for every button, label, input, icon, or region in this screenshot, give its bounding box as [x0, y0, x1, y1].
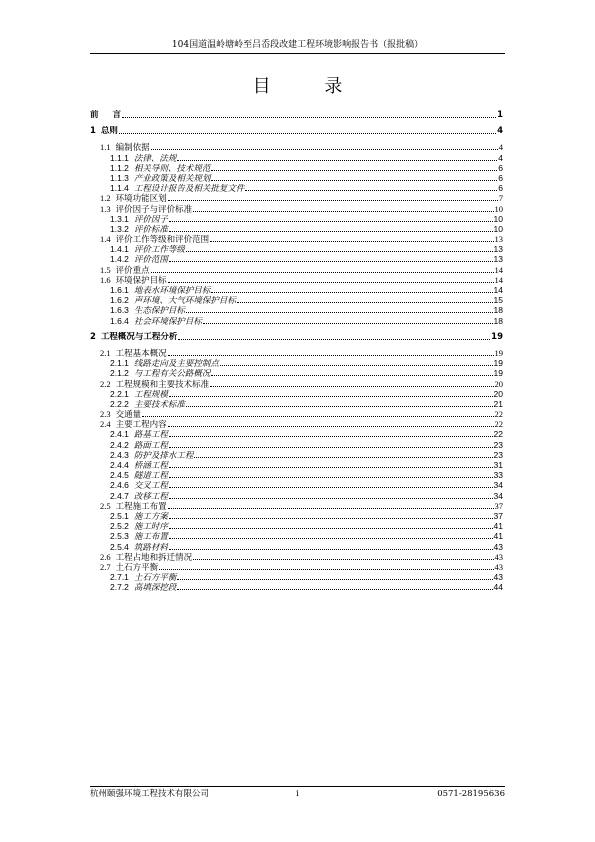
toc-entry[interactable]: [90, 173, 503, 183]
toc-entry[interactable]: [90, 110, 503, 120]
toc-entry[interactable]: [90, 153, 503, 163]
toc-dot-leader: [210, 234, 493, 242]
toc-entry-number: 2: [90, 331, 96, 342]
toc-dot-leader: [169, 521, 493, 529]
toc-entry-title: 评价重点: [115, 264, 150, 275]
toc-entry[interactable]: [90, 348, 503, 358]
toc-entry-number: 1.1: [100, 142, 111, 153]
toc-entry-page: 41: [493, 531, 503, 542]
toc-entry-title: 产业政策及相关规划: [133, 172, 211, 183]
toc-entry[interactable]: [90, 126, 503, 136]
toc-entry-number: 1.2: [100, 193, 111, 204]
toc-entry-page: 18: [493, 305, 503, 316]
toc-entry-number: 2.4.4: [110, 460, 129, 470]
toc-entry-title: 交通量: [115, 409, 142, 420]
toc-dot-leader: [169, 480, 493, 488]
toc-entry-number: 2.4.6: [110, 480, 129, 491]
toc-entry[interactable]: [90, 542, 503, 552]
toc-entry-title: 高填深挖段: [133, 582, 177, 593]
toc-dot-leader: [169, 429, 493, 437]
toc-entry[interactable]: [90, 358, 503, 368]
toc-entry-title: 总则: [100, 126, 118, 137]
toc-entry[interactable]: [90, 295, 503, 305]
toc-entry-number: 1.3.1: [110, 213, 129, 224]
toc-entry[interactable]: [90, 429, 503, 439]
toc-dot-leader: [151, 265, 494, 273]
toc-entry[interactable]: [90, 332, 503, 342]
toc-dot-leader: [169, 460, 493, 468]
toc-entry-page: 41: [493, 521, 503, 532]
toc-dot-leader: [122, 110, 496, 118]
footer-phone: 0571-28195636: [437, 789, 505, 799]
toc-entry-title: 防护及排水工程: [133, 449, 194, 460]
toc-entry-title: 工程规模和主要技术标准: [115, 378, 210, 389]
toc-entry-title: 线路走向及主要控制点: [133, 358, 219, 369]
toc-entry-page: 6: [498, 162, 503, 173]
toc-entry[interactable]: [90, 254, 503, 264]
toc-entry-page: 6: [498, 183, 503, 194]
toc-dot-leader: [142, 409, 493, 417]
toc-entry-page: 4: [498, 152, 503, 163]
toc-entry[interactable]: [90, 491, 503, 501]
toc-entry-page: 22: [494, 409, 503, 420]
toc-dot-leader: [169, 389, 493, 397]
page-title: 目 录: [252, 76, 367, 97]
toc-entry-page: 33: [493, 470, 503, 481]
toc-dot-leader: [169, 470, 493, 478]
toc-entry-page: 43: [494, 561, 503, 572]
toc-entry-number: 2.1.1: [110, 358, 129, 369]
toc-entry-page: 13: [493, 254, 503, 265]
toc-entry-title: 路面工程: [133, 439, 168, 450]
toc-dot-leader: [168, 348, 494, 356]
toc-dot-leader: [203, 316, 493, 324]
toc-entry-page: 10: [494, 203, 503, 214]
toc-entry-number: 2.1: [100, 347, 111, 358]
toc-entry[interactable]: [90, 214, 503, 224]
toc-entry-number: 2.2.1: [110, 388, 129, 399]
toc-entry[interactable]: [90, 224, 503, 234]
toc-entry-title: 交叉工程: [133, 480, 168, 491]
toc-entry-number: 2.6: [100, 551, 111, 562]
toc-entry-number: 2.2.2: [110, 398, 129, 409]
toc-entry-number: 1.1.1: [110, 152, 129, 163]
toc-entry-page: 19: [494, 347, 503, 358]
toc-entry-title: 生态保护目标: [133, 305, 185, 316]
toc-entry-title: 评价因子与评价标准: [115, 203, 193, 214]
toc-entry-number: 2.3: [100, 409, 111, 420]
toc-entry-title: 隧道工程: [133, 470, 168, 481]
toc-entry-page: 18: [493, 315, 503, 326]
toc-dot-leader: [169, 214, 493, 222]
toc-entry-number: 1.4.2: [110, 254, 129, 265]
toc-entry-number: 2.7.1: [110, 572, 129, 583]
toc-entry[interactable]: [90, 142, 503, 152]
toc-entry-title: 筑路材料: [133, 541, 168, 552]
toc-entry[interactable]: [90, 183, 503, 193]
toc-entry-number: 2.5: [100, 500, 111, 511]
toc-entry-title: 主要技术标准: [133, 398, 185, 409]
toc-entry-title: 工程基本概况: [115, 347, 167, 358]
toc-entry-page: 43: [493, 541, 503, 552]
toc-entry-title: 环境功能区划: [115, 193, 167, 204]
toc-entry[interactable]: [90, 582, 503, 592]
toc-entry-page: 13: [494, 234, 503, 245]
toc-dot-leader: [169, 531, 493, 539]
toc-entry-page: 43: [494, 551, 503, 562]
toc-entry-number: 2.4.3: [110, 449, 129, 460]
toc-dot-leader: [169, 440, 493, 448]
toc-entry-title: 言: [112, 110, 122, 120]
toc-entry-title: 改移工程: [133, 490, 168, 501]
toc-entry-page: 22: [494, 419, 503, 430]
toc-entry[interactable]: [90, 265, 503, 275]
toc-entry-title: 评价工作等级和评价范围: [115, 234, 210, 245]
toc-entry-page: 34: [493, 490, 503, 501]
toc-dot-leader: [159, 562, 493, 570]
toc-dot-leader: [168, 419, 494, 427]
toc-entry[interactable]: [90, 521, 503, 531]
toc-entry-page: 37: [494, 500, 503, 511]
footer-company: 杭州颐强环境工程技术有限公司: [90, 789, 210, 799]
toc-entry-number: 1.4: [100, 234, 111, 245]
toc-dot-leader: [168, 501, 494, 509]
toc-entry-number: 1: [90, 126, 96, 137]
toc-entry[interactable]: [90, 511, 503, 521]
toc-entry-number: 2.5.1: [110, 510, 129, 521]
toc-dot-leader: [210, 379, 493, 387]
toc-dot-leader: [177, 153, 497, 161]
toc-entry-page: 13: [493, 244, 503, 255]
toc-entry[interactable]: [90, 163, 503, 173]
toc-entry-number: 1.3.2: [110, 223, 129, 234]
toc-entry-page: 10: [493, 213, 503, 224]
toc-entry-page: 44: [493, 582, 503, 593]
toc-entry-title: 土石方平衡: [115, 561, 159, 572]
toc-entry-number: 2.5.4: [110, 541, 129, 552]
toc-entry-number: 2.4.5: [110, 470, 129, 481]
toc-entry[interactable]: [90, 501, 503, 511]
toc-entry-title: 施工时序: [133, 521, 168, 532]
toc-entry[interactable]: [90, 316, 503, 326]
toc-entry-title: 工程概况与工程分析: [100, 331, 178, 342]
toc-entry-number: 2.1.2: [110, 368, 129, 379]
running-footer: [90, 786, 505, 800]
toc-entry[interactable]: [90, 480, 503, 490]
toc-entry[interactable]: [90, 305, 503, 315]
toc-entry-title: 编制依据: [115, 142, 150, 153]
toc-entry-number: 1.6: [100, 274, 111, 285]
toc-entry-number: 1.4.1: [110, 244, 129, 255]
toc-dot-leader: [186, 305, 493, 313]
toc-entry-page: 19: [491, 331, 503, 342]
toc-entry[interactable]: [90, 562, 503, 572]
toc-entry-number: 2.2: [100, 378, 111, 389]
toc-entry-page: 4: [497, 126, 503, 137]
toc-entry[interactable]: [90, 409, 503, 419]
toc-entry[interactable]: [90, 440, 503, 450]
toc-entry[interactable]: [90, 552, 503, 562]
toc-entry-title: 与工程有关公路概况: [133, 368, 211, 379]
toc-dot-leader: [169, 511, 493, 519]
toc-entry[interactable]: [90, 285, 503, 295]
toc-dot-leader: [168, 193, 498, 201]
toc-entry-page: 34: [493, 480, 503, 491]
toc-dot-leader: [169, 491, 493, 499]
toc-entry-number: 1.6.4: [110, 315, 129, 326]
toc-entry-title: 环境保护目标: [115, 274, 167, 285]
toc-dot-leader: [177, 582, 492, 590]
toc-entry[interactable]: [90, 234, 503, 244]
toc-entry-page: 19: [493, 368, 503, 379]
toc-dot-leader: [186, 399, 493, 407]
table-of-contents: [90, 110, 503, 592]
toc-dot-leader: [178, 332, 490, 340]
toc-entry-title: 评价范围: [133, 254, 168, 265]
toc-dot-leader: [119, 126, 496, 134]
toc-entry-title: 评价标准: [133, 223, 168, 234]
toc-entry-title: 工程占地和拆迁情况: [115, 551, 193, 562]
toc-entry-page: 15: [493, 295, 503, 306]
toc-entry-number: 2.5.3: [110, 531, 129, 542]
toc-dot-leader: [193, 552, 493, 560]
toc-entry-number: 1.6.2: [110, 295, 129, 306]
toc-entry-number: 1.3: [100, 203, 111, 214]
toc-dot-leader: [211, 285, 492, 293]
toc-entry-title: 相关导则、技术规范: [133, 162, 211, 173]
toc-entry-title: 评价因子: [133, 213, 168, 224]
toc-entry-page: 31: [493, 460, 503, 470]
toc-entry-title: 土石方平衡: [133, 572, 177, 583]
toc-entry-title: 工程规模: [133, 388, 168, 399]
toc-entry-title: 路基工程: [133, 429, 168, 440]
running-header: 104国道温岭塘岭至吕岙段改建工程环境影响报告书（报批稿）: [90, 40, 505, 54]
toc-entry-title: 地表水环境保护目标: [133, 285, 211, 295]
toc-entry[interactable]: [90, 419, 503, 429]
toc-dot-leader: [169, 542, 493, 550]
toc-entry[interactable]: [90, 379, 503, 389]
toc-entry-page: 1: [497, 110, 503, 120]
toc-entry-page: 23: [493, 439, 503, 450]
toc-entry-page: 19: [493, 358, 503, 369]
toc-entry-number: 2.4.2: [110, 439, 129, 450]
toc-entry-page: 43: [493, 572, 503, 583]
toc-entry-number: 1.6.1: [110, 285, 129, 295]
toc-entry-page: 37: [493, 510, 503, 521]
toc-entry-title: 声环境、大气环境保护目标: [133, 295, 236, 306]
toc-entry-number: 1.1.3: [110, 172, 129, 183]
toc-entry-page: 6: [498, 172, 503, 183]
toc-entry-title: 施工方案: [133, 510, 168, 521]
toc-entry-number: 1.1.2: [110, 162, 129, 173]
toc-entry-title: 施工布置: [133, 531, 168, 542]
toc-entry[interactable]: [90, 460, 503, 470]
toc-entry[interactable]: [90, 572, 503, 582]
toc-dot-leader: [237, 295, 493, 303]
toc-entry[interactable]: [90, 204, 503, 214]
toc-dot-leader: [211, 163, 497, 171]
toc-dot-leader: [193, 204, 493, 212]
toc-entry-title: 工程设计报告及相关批复文件: [133, 183, 245, 194]
toc-entry-title: 法律、法规: [133, 152, 177, 163]
toc-dot-leader: [169, 254, 493, 262]
toc-entry-number: 1.1.4: [110, 183, 129, 194]
toc-entry-number: 2.7.2: [110, 582, 129, 593]
toc-dot-leader: [177, 572, 492, 580]
toc-entry[interactable]: [90, 399, 503, 409]
toc-entry-page: 22: [493, 429, 503, 440]
toc-entry-page: 21: [493, 398, 503, 409]
toc-entry[interactable]: [90, 389, 503, 399]
toc-entry-page: 10: [493, 223, 503, 234]
toc-entry-title: 工程施工布置: [115, 500, 167, 511]
toc-dot-leader: [194, 450, 492, 458]
toc-entry-page: 20: [493, 388, 503, 399]
toc-entry[interactable]: [90, 531, 503, 541]
toc-entry[interactable]: [90, 275, 503, 285]
toc-entry[interactable]: [90, 470, 503, 480]
toc-dot-leader: [220, 358, 493, 366]
toc-entry-page: 14: [494, 264, 503, 275]
toc-entry-page: 20: [494, 378, 503, 389]
toc-entry-page: 14: [493, 285, 503, 295]
toc-dot-leader: [168, 275, 494, 283]
toc-entry-number: 2.4: [100, 419, 111, 430]
toc-entry-number: 2.4.1: [110, 429, 129, 440]
toc-entry-number: 2.5.2: [110, 521, 129, 532]
toc-entry-number: 2.4.7: [110, 490, 129, 501]
toc-entry-title: 评价工作等级: [133, 244, 185, 255]
toc-entry-title: 主要工程内容: [115, 419, 167, 430]
toc-entry[interactable]: [90, 368, 503, 378]
toc-entry-title: 社会环境保护目标: [133, 315, 202, 326]
toc-dot-leader: [151, 142, 498, 150]
toc-entry-page: 4: [498, 142, 503, 153]
toc-entry-number: 前: [90, 110, 99, 120]
toc-dot-leader: [245, 183, 497, 191]
footer-page-number: i: [296, 789, 299, 799]
toc-entry-title: 桥涵工程: [133, 460, 168, 470]
toc-dot-leader: [211, 368, 492, 376]
toc-entry-number: 1.5: [100, 264, 111, 275]
toc-entry[interactable]: [90, 244, 503, 254]
toc-entry-number: 1.6.3: [110, 305, 129, 316]
toc-dot-leader: [211, 173, 497, 181]
toc-entry-page: 7: [498, 193, 503, 204]
toc-entry[interactable]: [90, 450, 503, 460]
toc-entry-page: 14: [494, 274, 503, 285]
toc-dot-leader: [186, 244, 493, 252]
toc-dot-leader: [169, 224, 493, 232]
toc-entry[interactable]: [90, 193, 503, 203]
toc-entry-page: 23: [493, 449, 503, 460]
toc-entry-number: 2.7: [100, 561, 111, 572]
